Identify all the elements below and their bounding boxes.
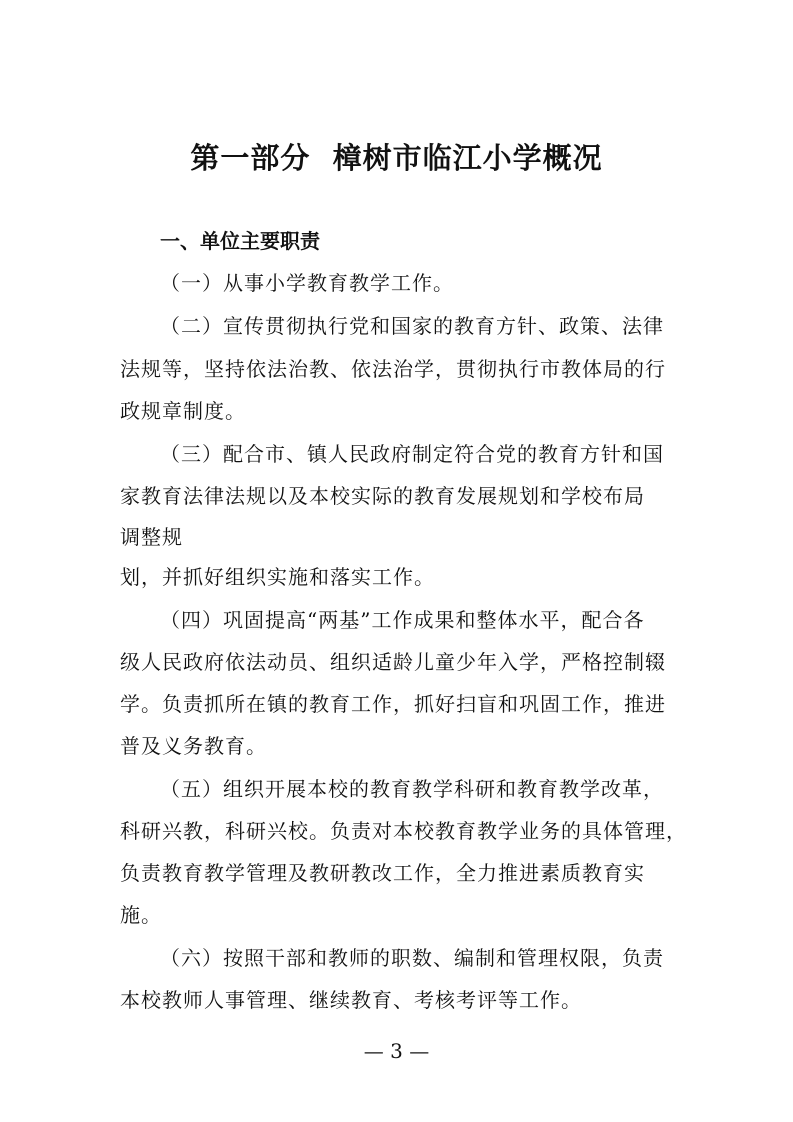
paragraph-line: 学。负责抓所在镇的教育工作，抓好扫盲和巩固工作，推进 xyxy=(120,692,666,716)
page-title: 第一部分 樟树市临江小学概况 xyxy=(190,141,603,175)
paragraph-line: 家教育法律法规以及本校实际的教育发展规划和学校布局 xyxy=(120,484,645,508)
paragraph-line: （一）从事小学教育教学工作。 xyxy=(160,271,454,295)
paragraph-line: 调整规 xyxy=(120,525,183,549)
paragraph-line: （五）组织开展本校的教育教学科研和教育教学改革， xyxy=(160,777,664,801)
paragraph-line: （四）巩固提高“两基”工作成果和整体水平，配合各 xyxy=(160,608,645,632)
section-heading: 一、单位主要职责 xyxy=(160,229,320,253)
paragraph-line: 本校教师人事管理、继续教育、考核考评等工作。 xyxy=(120,988,582,1012)
paragraph-line: （六）按照干部和教师的职数、编制和管理权限，负责 xyxy=(160,946,664,970)
paragraph-line: 法规等，坚持依法治教、依法治学，贯彻执行市教体局的行 xyxy=(120,357,666,381)
paragraph-line: （三）配合市、镇人民政府制定符合党的教育方针和国 xyxy=(160,442,664,466)
paragraph-line: 政规章制度。 xyxy=(120,399,246,423)
paragraph-line: 负责教育教学管理及教研教改工作，全力推进素质教育实 xyxy=(120,861,645,885)
paragraph-line: 施。 xyxy=(120,903,162,927)
paragraph-line: 级人民政府依法动员、组织适龄儿童少年入学，严格控制辍 xyxy=(120,650,666,674)
page-number: — 3 — xyxy=(363,1039,430,1063)
paragraph-line: 划，并抓好组织实施和落实工作。 xyxy=(120,565,435,589)
paragraph-line: 科研兴教，科研兴校。负责对本校教育教学业务的具体管理， xyxy=(120,819,687,843)
paragraph-line: （二）宣传贯彻执行党和国家的教育方针、政策、法律 xyxy=(160,314,664,338)
paragraph-line: 普及义务教育。 xyxy=(120,734,267,758)
